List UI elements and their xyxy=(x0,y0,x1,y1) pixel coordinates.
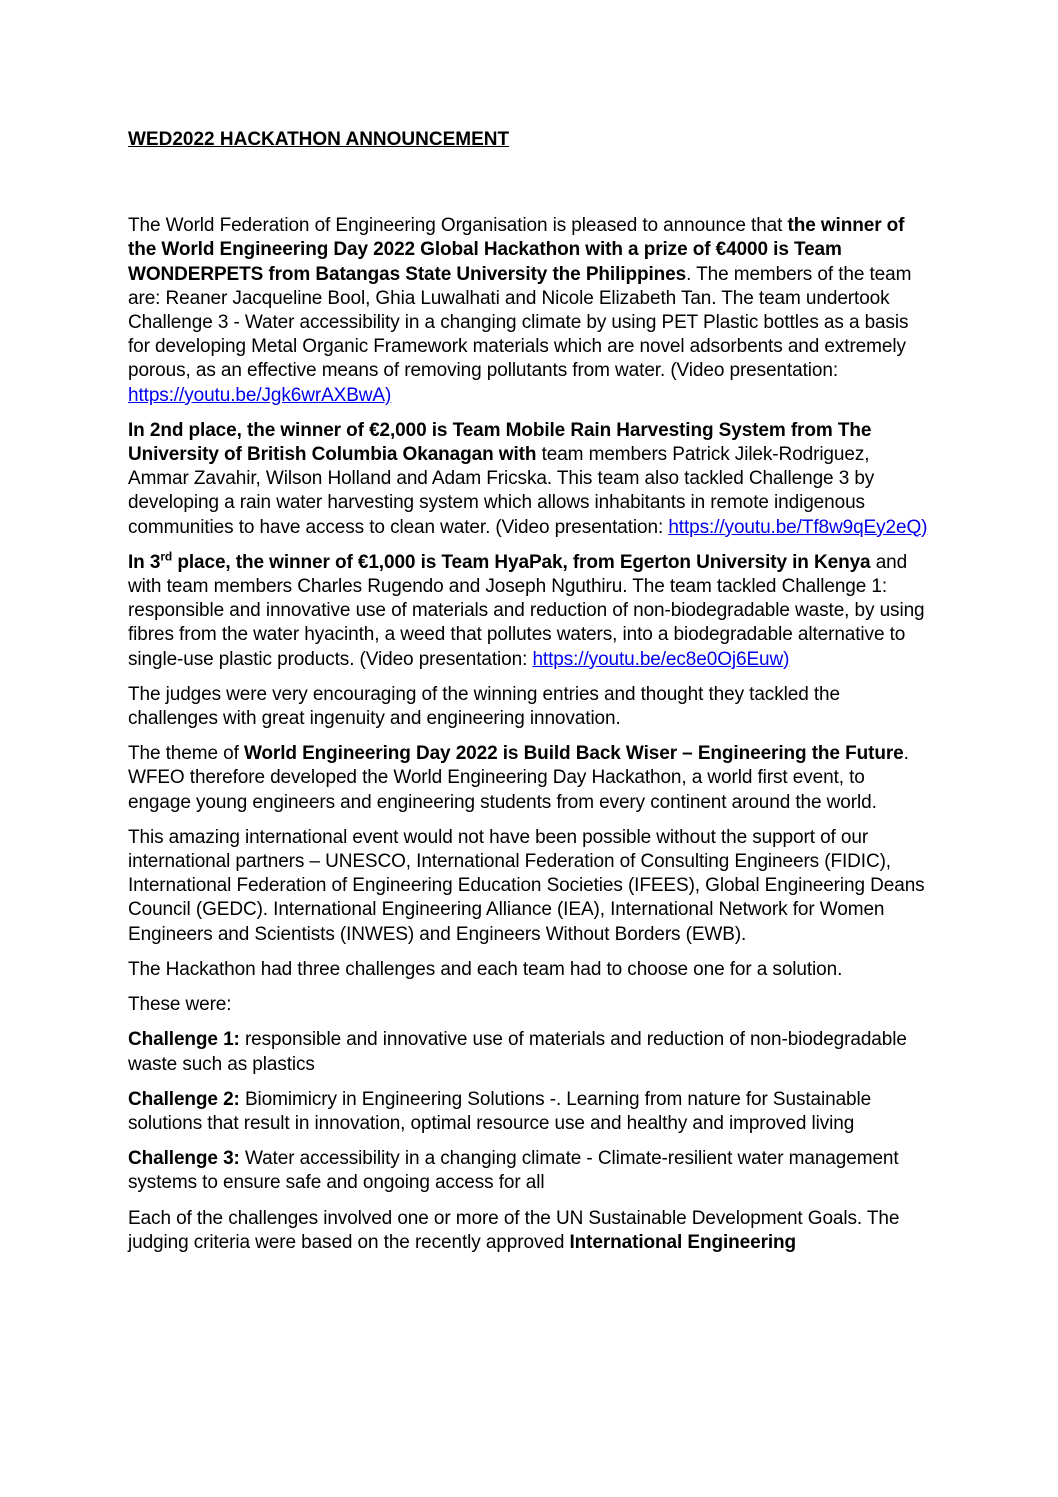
challenge-3 xyxy=(128,1147,928,1195)
paragraph-partners: This amazing international event would not have been possible without the support of our international partners – UNESCO, International Federation of Consulting Engineers (FIDIC), International Federation of Engineering Education Societies (IFEES), Global Engineering Deans Council (GEDC). International Engineering Alliance (IEA), International Network for Women Engineers and Scientists (INWES) and Engineers Without Borders (EWB). xyxy=(128,826,925,945)
p5-text-a: The theme of xyxy=(128,743,244,765)
paragraph-these-were: These were: xyxy=(128,994,232,1016)
p3-text-c: and with team members Charles Rugendo and Joseph Nguthiru. The team tackled Challenge 1: responsible and innovative use of materials and reduction of non-biodegradable waste, by using fibres from the water hyacinth, a weed that pollutes waters, into a biodegradable alternative to single-use plastic products. (Video presentation: xyxy=(128,551,925,670)
p2-bold: In 2nd place, the winner of €2,000 is Team Mobile Rain Harvesting System from The University of British Columbia Okanagan with xyxy=(128,419,872,466)
p5-bold: World Engineering Day 2022 is Build Back Wiser – Engineering the Future xyxy=(243,743,904,765)
challenge-1-label: Challenge 1: xyxy=(128,1029,240,1051)
challenge-3-label: Challenge 3: xyxy=(128,1148,240,1170)
challenge-1 xyxy=(128,1028,928,1076)
p2-text-c: team members Patrick Jilek-Rodriguez, Ammar Zavahir, Wilson Holland and Adam Fricska. This team also tackled Challenge 3 by developing a rain water harvesting system which allows inhabitants in remote indigenous communities to have access to clean water. (Video presentation: xyxy=(128,444,875,538)
document-body xyxy=(128,128,928,1266)
paragraph-winner xyxy=(128,214,928,408)
p3-bold xyxy=(128,549,871,573)
p9-bold: International Engineering xyxy=(569,1231,797,1253)
challenge-2-text: Biomimicry in Engineering Solutions -. Learning from nature for Sustainable solutions that result in innovation, optimal resource use and healthy and improved living xyxy=(128,1088,872,1134)
video-link-1[interactable]: https://youtu.be/Jgk6wrAXBwA) xyxy=(128,384,392,406)
challenge-1-text: responsible and innovative use of materials and reduction of non-biodegradable waste such as plastics xyxy=(128,1029,907,1075)
challenge-3-text: Water accessibility in a changing climate - Climate-resilient water management systems to ensure safe and ongoing access for all xyxy=(128,1148,899,1194)
paragraph-challenges-intro: The Hackathon had three challenges and each team had to choose one for a solution. xyxy=(128,958,843,980)
p1-bold: the winner of the World Engineering Day 2022 Global Hackathon with a prize of €4000 is Team WONDERPETS from Batangas State University the Philippines xyxy=(128,215,905,285)
challenge-2-label: Challenge 2: xyxy=(128,1088,240,1110)
p1-text-a: The World Federation of Engineering Organisation is pleased to announce that xyxy=(128,215,788,237)
page-title: WED2022 HACKATHON ANNOUNCEMENT xyxy=(128,129,510,150)
paragraph-judges: The judges were very encouraging of the winning entries and thought they tackled the challenges with great ingenuity and engineering innovation. xyxy=(128,683,840,730)
challenge-2 xyxy=(128,1088,928,1136)
p5-text-c: . WFEO therefore developed the World Engineering Day Hackathon, a world first event, to engage young engineers and engineering students from every continent around the world. xyxy=(128,743,909,813)
p9-text-a: Each of the challenges involved one or more of the UN Sustainable Development Goals. The judging criteria were based on the recently approved xyxy=(128,1207,900,1253)
p3-bold-a: In 3 xyxy=(128,551,161,573)
paragraph-second-place xyxy=(128,419,928,540)
p3-superscript: rd xyxy=(160,549,173,564)
video-link-3[interactable]: https://youtu.be/ec8e0Oj6Euw) xyxy=(532,648,790,670)
paragraph-judging-criteria xyxy=(128,1207,928,1255)
video-link-2[interactable]: https://youtu.be/Tf8w9qEy2eQ) xyxy=(668,516,928,538)
paragraph-third-place xyxy=(128,551,928,672)
p3-bold-b: place, the winner of €1,000 is Team HyaPak, from Egerton University in Kenya xyxy=(172,551,871,573)
p1-text-c: . The members of the team are: Reaner Jacqueline Bool, Ghia Luwalhati and Nicole Elizabeth Tan. The team undertook Challenge 3 - Water accessibility in a changing climate by using PET Plastic bottles as a basis for developing Metal Organic Framework materials which are novel adsorbents and extremely porous, as an effective means of removing pollutants from water. (Video presentation: xyxy=(128,263,912,382)
paragraph-theme xyxy=(128,742,928,815)
